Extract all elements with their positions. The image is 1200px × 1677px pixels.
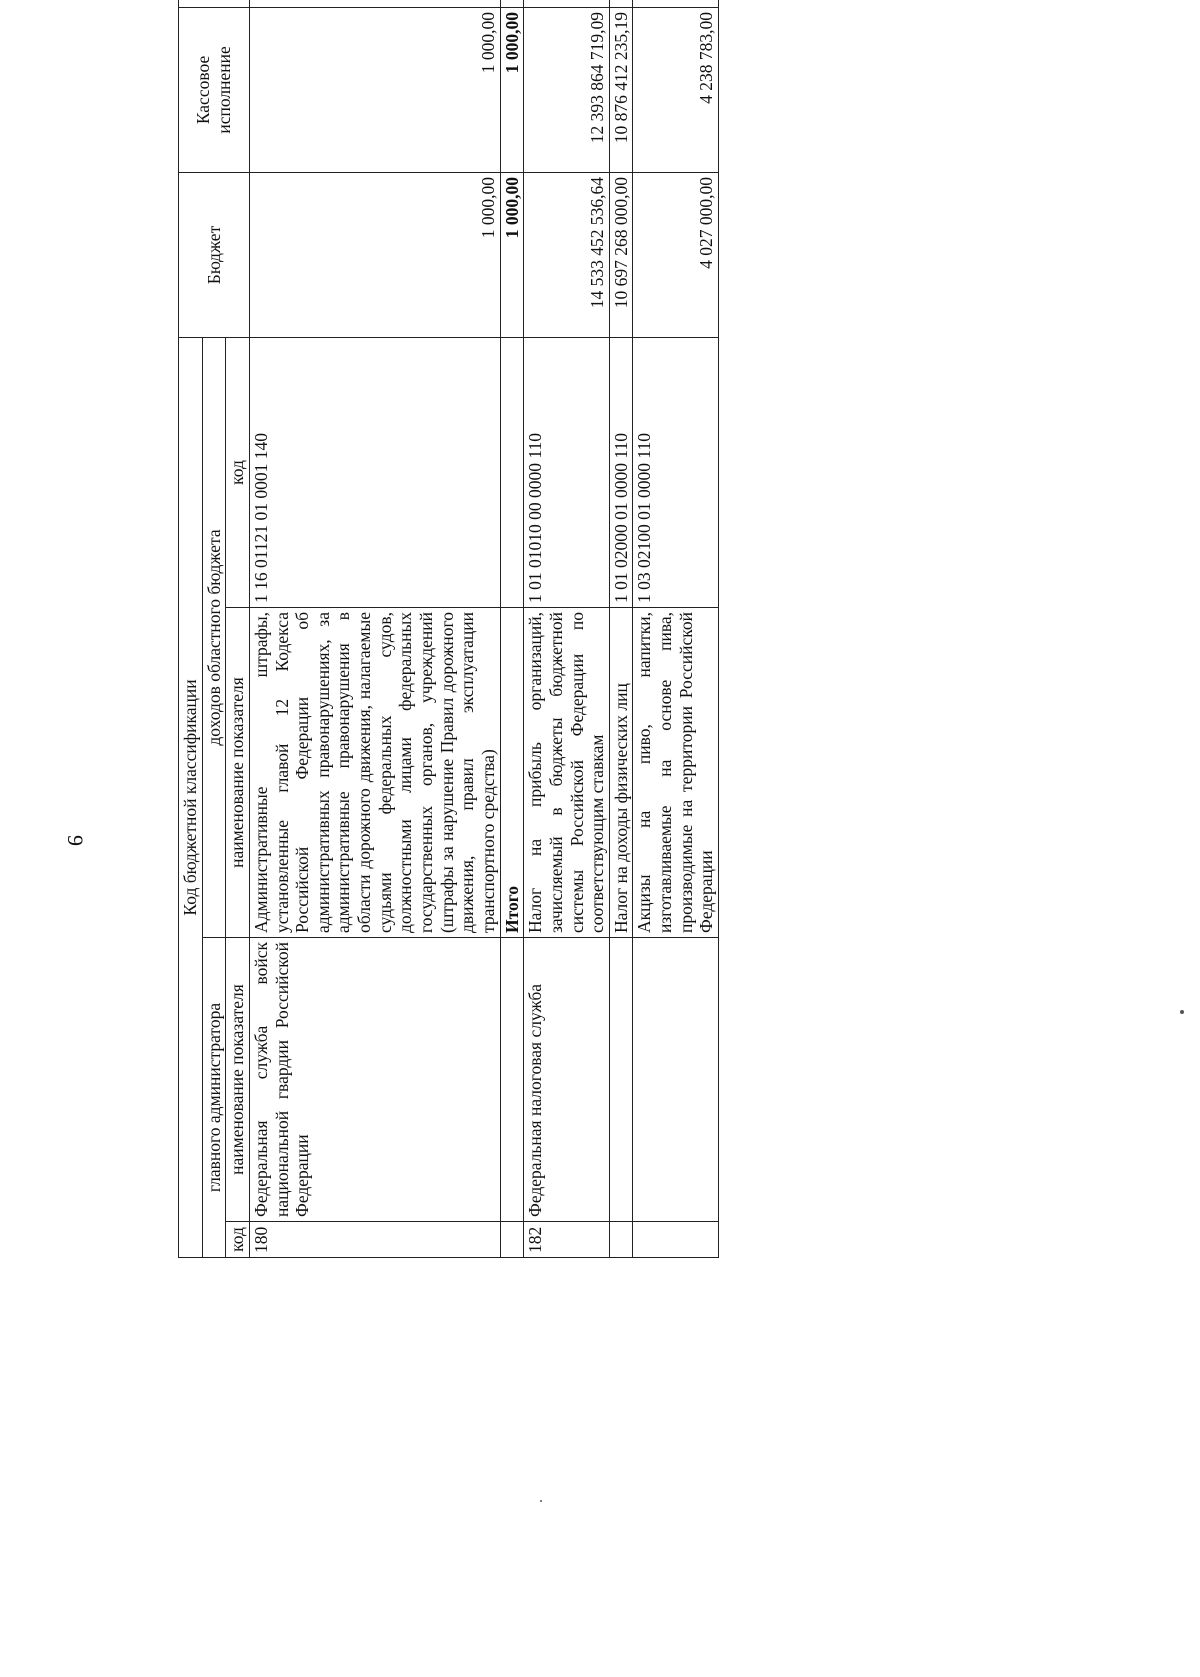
admin-code: 180	[249, 1222, 500, 1258]
indicator-name: Административные штрафы, установленные главой 12 Кодекса Российской Федерации об административных правонарушениях, за административные правонарушения в области дорожного движения, налагаемые судьями федеральных судов, должностными лицами федеральных государственных органов, учреждений (штрафы за нарушение Правил дорожного движения, правил эксплуатации транспортного средства)	[249, 608, 500, 938]
total-budget: 1 000,00	[500, 172, 524, 337]
header-indicator-name: наименование показателя	[226, 938, 250, 1222]
pct-value	[249, 0, 500, 7]
budget-value: 14 533 452 536,64	[524, 172, 610, 337]
cash-value: 12 393 864 719,09	[524, 7, 610, 172]
header-pct	[179, 0, 250, 7]
table-row	[633, 0, 719, 1258]
budget-value: 4 027 000,00	[633, 172, 719, 337]
budget-table	[178, 0, 719, 1258]
budget-value: 10 697 268 000,00	[609, 172, 633, 337]
table-row	[609, 0, 633, 1258]
header-budget-classification: Код бюджетной классификации	[179, 337, 203, 1257]
header-cash-execution: Кассовое исполнение	[179, 7, 250, 172]
pct-value	[633, 0, 719, 7]
table-row-total	[500, 0, 524, 1258]
admin-code: 182	[524, 1222, 610, 1258]
header-indicator-name-2: наименование показателя	[226, 608, 250, 938]
admin-name: Федеральная служба войск национальной гвардии Российской Федерации	[249, 938, 500, 1222]
scan-speck	[540, 1500, 542, 1502]
indicator-name: Налог на доходы физических лиц	[609, 608, 633, 938]
cash-value: 1 000,00	[249, 7, 500, 172]
indicator-code: 1 03 02100 01 0000 110	[633, 337, 719, 607]
header-code-2: код	[226, 337, 250, 607]
cash-value: 10 876 412 235,19	[609, 7, 633, 172]
pct-value	[524, 0, 610, 7]
total-label: Итого	[500, 608, 524, 938]
budget-value: 1 000,00	[249, 172, 500, 337]
pct-value	[609, 0, 633, 7]
header-code: код	[226, 1222, 250, 1258]
header-main-administrator: главного администратора	[202, 938, 226, 1258]
indicator-code: 1 16 01121 01 0001 140	[249, 337, 500, 607]
indicator-code: 1 01 01010 00 0000 110	[524, 337, 610, 607]
header-regional-revenue: доходов областного бюджета	[202, 337, 226, 937]
total-pct	[500, 0, 524, 7]
table-row	[524, 0, 610, 1258]
cash-value: 4 238 783,00	[633, 7, 719, 172]
header-budget: Бюджет	[179, 172, 250, 337]
indicator-name: Налог на прибыль организаций, зачисляемый в бюджеты бюджетной системы Российской Федерации по соответствующим ставкам	[524, 608, 610, 938]
page-number: 9	[63, 835, 88, 846]
indicator-name: Акцизы на пиво, напитки, изготавливаемые на основе пива, производимые на территории Российской Федерации	[633, 608, 719, 938]
total-cash: 1 000,00	[500, 7, 524, 172]
table-row	[249, 0, 500, 1258]
rotated-table-container	[178, 11, 848, 1258]
scan-speck	[1180, 1010, 1184, 1014]
indicator-code: 1 01 02000 01 0000 110	[609, 337, 633, 607]
admin-name: Федеральная налоговая служба	[524, 938, 610, 1222]
